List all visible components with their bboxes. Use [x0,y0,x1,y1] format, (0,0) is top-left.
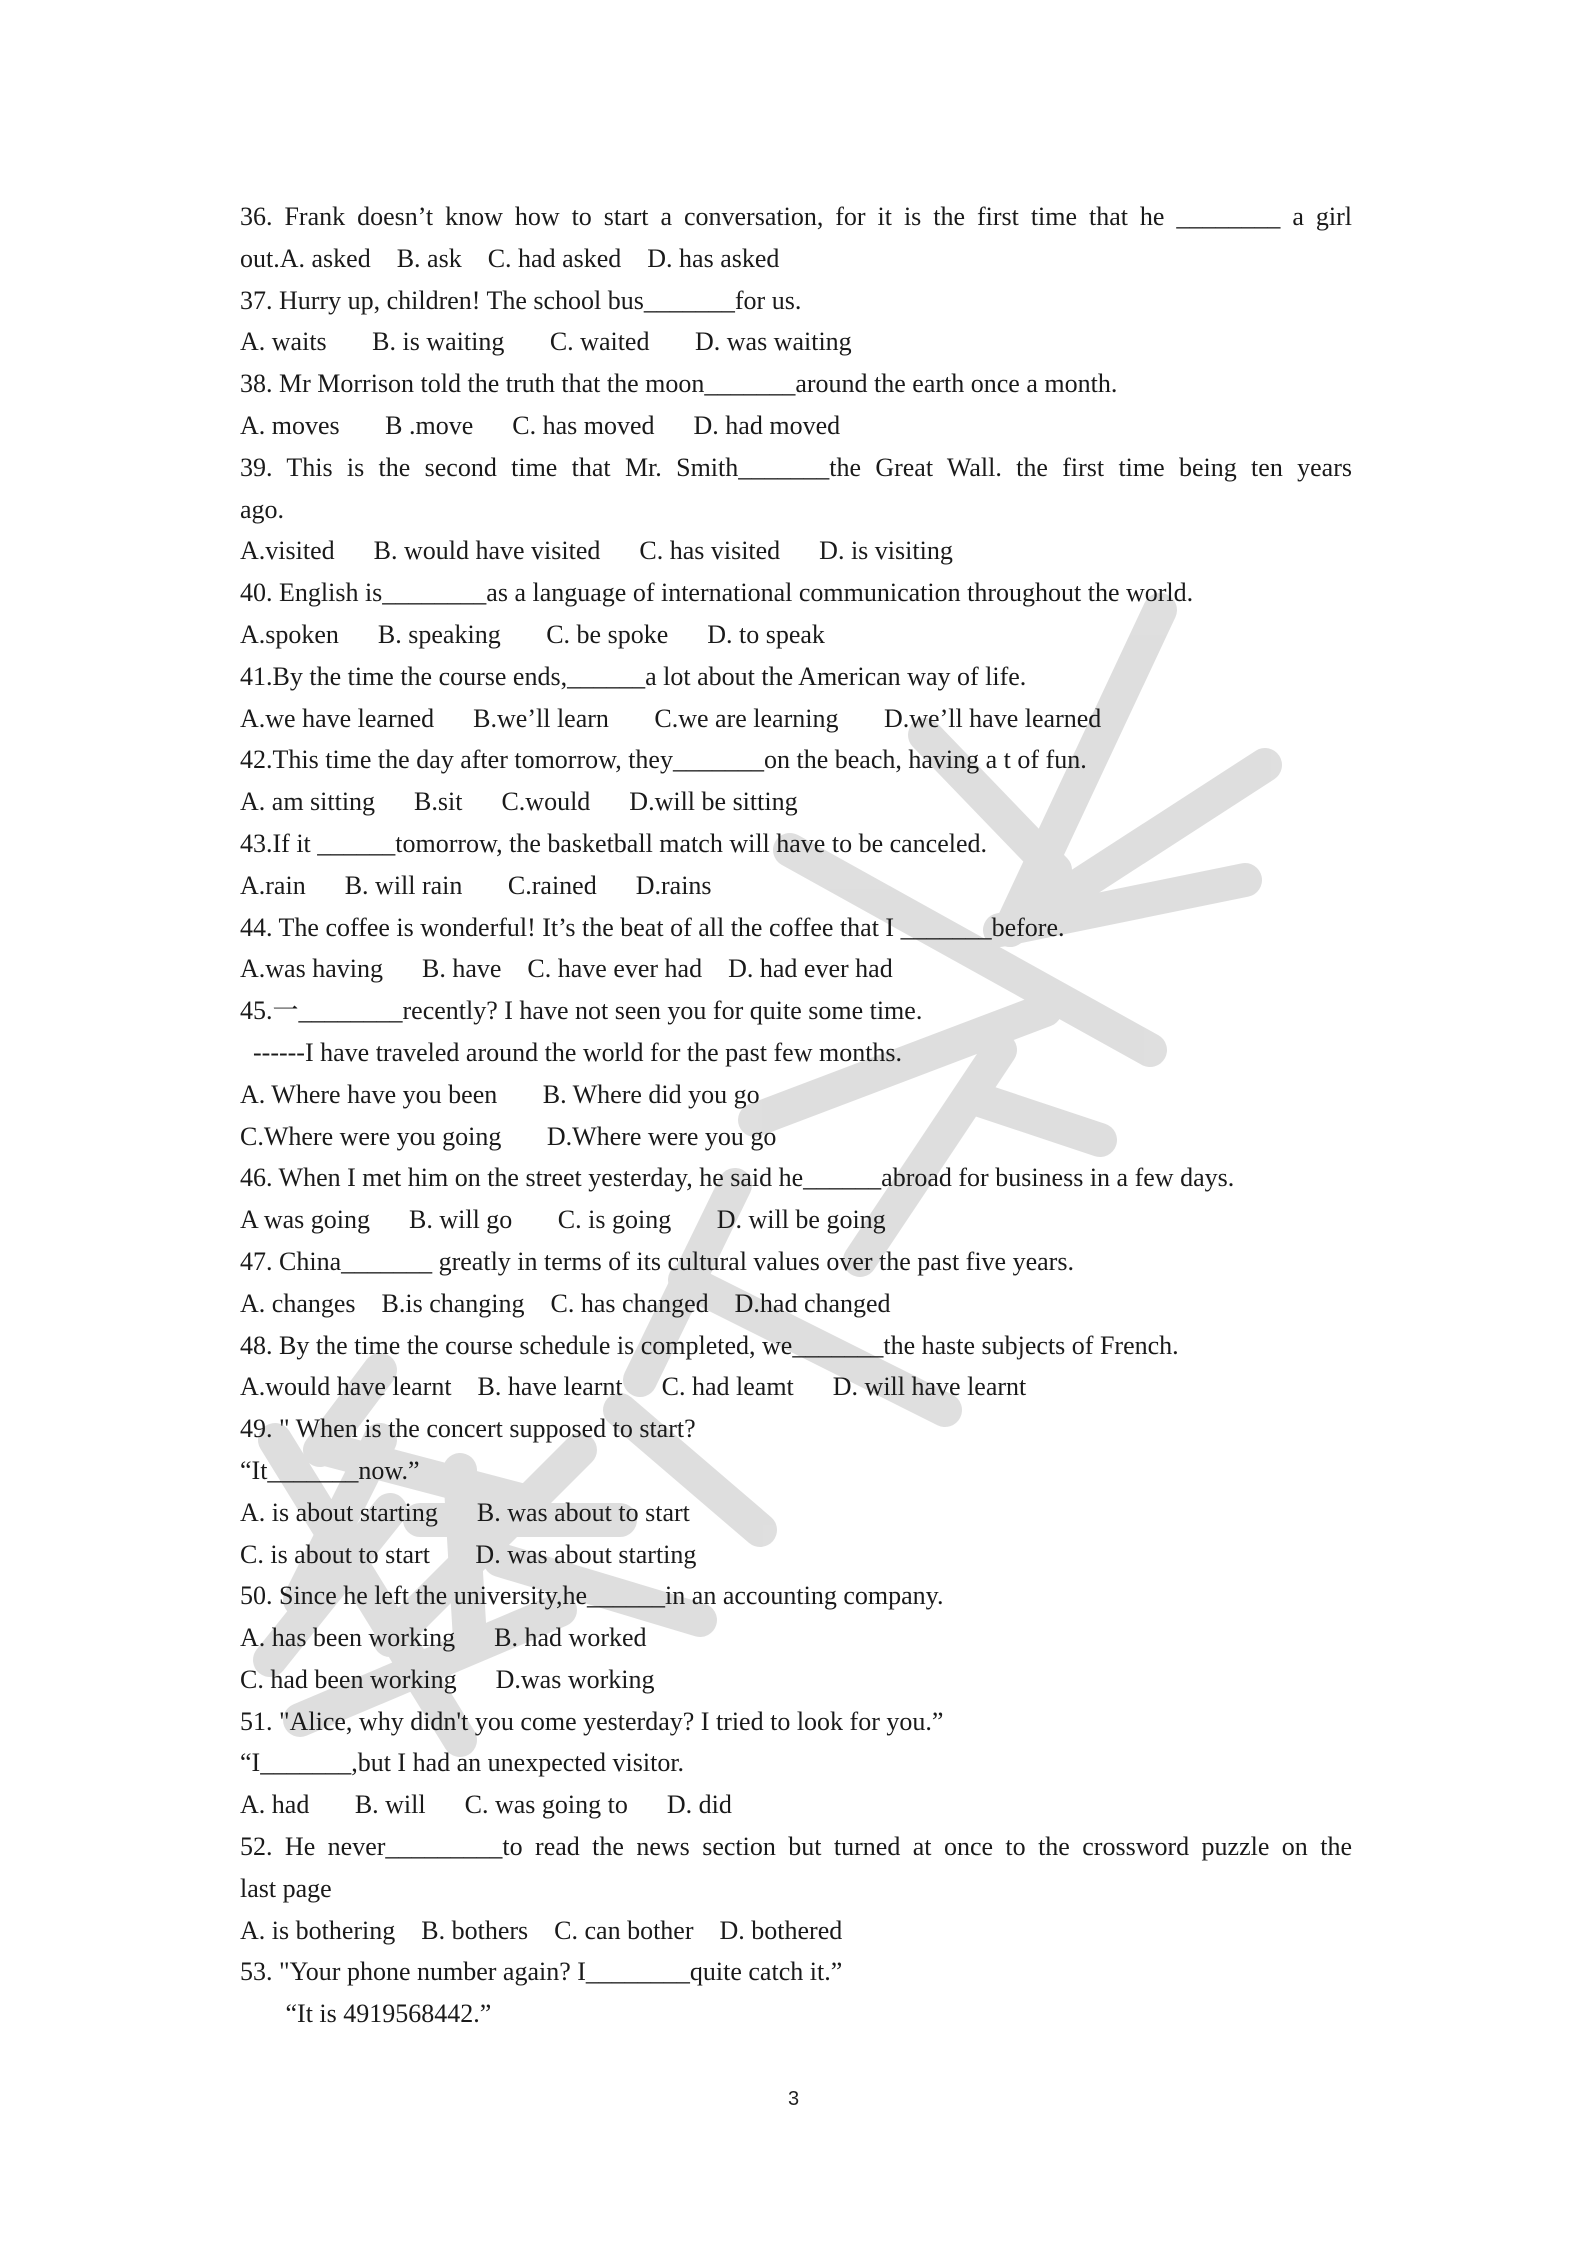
text-line-q48-stem: 48. By the time the course schedule is completed, we_______the haste subjects of French. [240,1330,1179,1360]
text-line-q39-options: A.visited B. would have visited C. has visited D. is visiting [240,536,953,566]
text-line-q40-stem: 40. English is________as a language of international communication throughout the world. [240,578,1194,608]
text-line-q42-stem: 42.This time the day after tomorrow, they_______on the beach, having a t of fun. [240,745,1087,775]
text-line-q38-options: A. moves B .move C. has moved D. had moved [240,410,841,440]
text-line-q44-stem: 44. The coffee is wonderful! It’s the beat of all the coffee that I _______before. [240,912,1065,942]
text-line-q41-stem: 41.By the time the course ends,______a lot about the American way of life. [240,661,1027,691]
text-line-q44-options: A.was having B. have C. have ever had D. had ever had [240,954,893,984]
text-line-q52-stem-1: 52. He never_________to read the news section but turned at once to the crossword puzzle on the [240,1832,1352,1862]
text-line-q37-stem: 37. Hurry up, children! The school bus_______for us. [240,285,802,315]
text-line-q50-options-2: C. had been working D.was working [240,1664,655,1694]
text-line-q36-stem-1: 36. Frank doesn’t know how to start a conversation, for it is the first time that he ________ a girl [240,202,1352,231]
text-line-q41-options: A.we have learned B.we’ll learn C.we are learning D.we’ll have learned [240,703,1102,733]
text-line-q50-options-1: A. has been working B. had worked [240,1623,647,1653]
text-line-q45-reply: ------I have traveled around the world for the past few months. [240,1037,903,1067]
text-line-q52-options: A. is bothering B. bothers C. can bother D. bothered [240,1915,843,1945]
text-line-q43-options: A.rain B. will rain C.rained D.rains [240,870,712,900]
text-line-q39-stem-1: 39. This is the second time that Mr. Smith_______the Great Wall. the first time being ten years [240,452,1352,482]
text-line-q40-options: A.spoken B. speaking C. be spoke D. to speak [240,619,825,649]
text-line-q37-options: A. waits B. is waiting C. waited D. was waiting [240,327,852,357]
text-line-q39-stem-2: ago. [240,494,285,524]
text-line-q43-stem: 43.If it ______tomorrow, the basketball match will have to be canceled. [240,828,988,858]
text-line-q49-stem: 49. " When is the concert supposed to start? [240,1414,696,1444]
text-line-q45-stem: 45.一________recently? I have not seen you for quite some time. [240,996,923,1026]
text-line-q47-stem: 47. China_______ greatly in terms of its cultural values over the past five years. [240,1246,1074,1276]
text-line-q42-options: A. am sitting B.sit C.would D.will be sitting [240,787,798,817]
text-line-q47-options: A. changes B.is changing C. has changed D.had changed [240,1288,891,1318]
text-line-q51-reply: “I_______,but I had an unexpected visitor. [240,1748,685,1778]
text-line-q48-options: A.would have learnt B. have learnt C. had leamt D. will have learnt [240,1372,1027,1402]
text-line-q53-stem: 53. "Your phone number again? I________quite catch it.” [240,1957,843,1987]
text-line-q49-reply: “It_______now.” [240,1455,420,1485]
text-line-q51-stem: 51. "Alice, why didn't you come yesterday? I tried to look for you.” [240,1706,944,1736]
text-line-q51-options: A. had B. will C. was going to D. did [240,1790,732,1820]
text-line-q45-options-1: A. Where have you been B. Where did you go [240,1079,760,1109]
text-line-q46-options: A was going B. will go C. is going D. will be going [240,1205,886,1235]
page-number: 3 [787,2088,800,2110]
text-line-q45-options-2: C.Where were you going D.Where were you go [240,1121,777,1151]
text-line-q36-stem-2: out.A. asked B. ask C. had asked D. has asked [240,243,780,273]
question-list [240,196,1352,2035]
text-line-q53-reply: “It is 4919568442.” [240,1999,492,2029]
text-line-q52-stem-2: last page [240,1873,332,1903]
text-line-q49-options-1: A. is about starting B. was about to start [240,1497,690,1527]
text-line-q50-stem: 50. Since he left the university,he______in an accounting company. [240,1581,944,1611]
text-line-q38-stem: 38. Mr Morrison told the truth that the moon_______around the earth once a month. [240,369,1118,399]
text-line-q46-stem: 46. When I met him on the street yesterday, he said he______abroad for business in a few days. [240,1163,1235,1193]
text-line-q49-options-2: C. is about to start D. was about starting [240,1539,697,1569]
